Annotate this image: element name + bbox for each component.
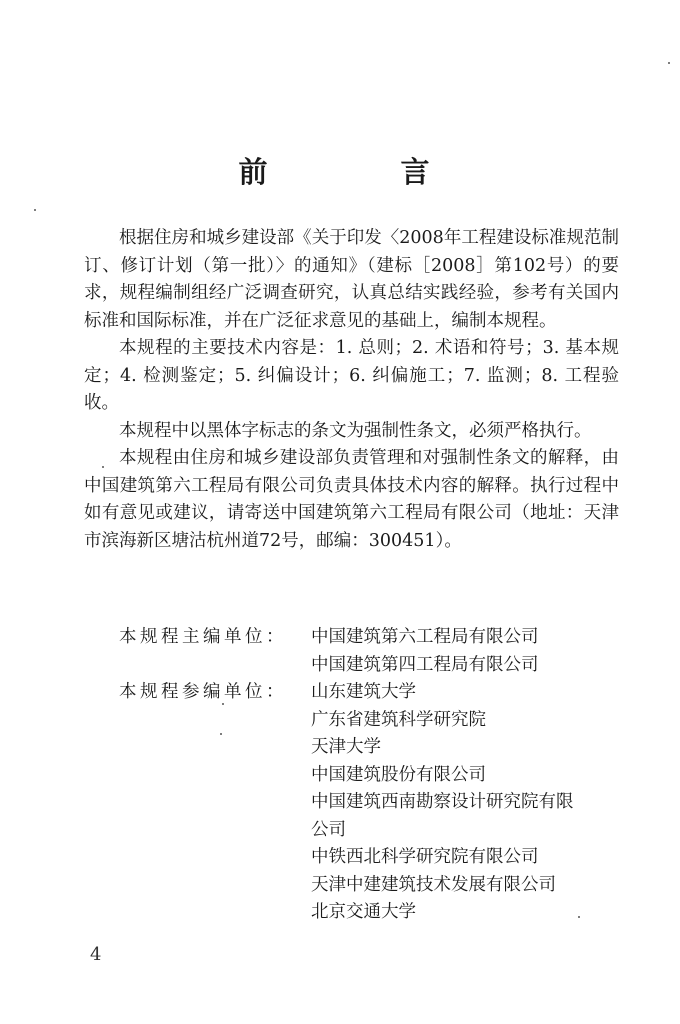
paragraph-basis: 根据住房和城乡建设部《关于印发〈2008年工程建设标准规范制订、修订计划（第一批）〉的通知》（建标［2008］第102号）的要求，规程编制组经广泛调查研究，认真总结实践经验，参考有关国内标准和国际标准，并在广泛征求意见的基础上，编制本规程。 bbox=[84, 228, 619, 331]
list-item: 广东省建筑科学研究院 bbox=[311, 709, 486, 730]
list-item: 中国建筑西南勘察设计研究院有限 bbox=[311, 792, 574, 812]
paragraph-contents: 本规程的主要技术内容是：1. 总则；2. 术语和符号；3. 基本规定；4. 检测鉴定；5. 纠偏设计；6. 纠偏施工；7. 监测；8. 工程验收。 bbox=[84, 338, 619, 413]
page-number: 4 bbox=[90, 944, 102, 965]
list-item: 中国建筑第四工程局有限公司 bbox=[311, 654, 539, 675]
scan-speck bbox=[668, 62, 670, 64]
page-title: 前 言 bbox=[238, 155, 482, 189]
scan-speck bbox=[220, 733, 222, 735]
scan-speck bbox=[222, 703, 224, 705]
paragraph-management: 本规程由住房和城乡建设部负责管理和对强制性条文的解释，由中国建筑第六工程局有限公司负责具体技术内容的解释。执行过程中如有意见或建议，请寄送中国建筑第六工程局有限公司（地址：天津市滨海新区塘沽杭州道72号，邮编：300451）。 bbox=[84, 448, 619, 551]
chief-units-label: 本规程主编单位： bbox=[119, 627, 287, 647]
participating-units bbox=[119, 679, 621, 927]
list-item: 山东建筑大学 bbox=[311, 682, 416, 702]
list-item: 中铁西北科学研究院有限公司 bbox=[311, 847, 539, 867]
participating-units-label: 本规程参编单位： bbox=[119, 682, 287, 702]
chief-units bbox=[119, 624, 621, 679]
editing-units bbox=[119, 624, 621, 927]
list-item: 中国建筑第六工程局有限公司 bbox=[311, 627, 539, 647]
list-item: 北京交通大学 bbox=[311, 902, 416, 922]
list-item: 天津大学 bbox=[311, 737, 381, 757]
scan-speck bbox=[102, 466, 104, 468]
chief-units-list bbox=[311, 624, 621, 679]
paragraph-mandatory: 本规程中以黑体字标志的条文为强制性条文，必须严格执行。 bbox=[119, 420, 592, 441]
list-item: 中国建筑股份有限公司 bbox=[311, 764, 486, 785]
preface-body bbox=[84, 225, 619, 555]
list-item: 天津中建建筑技术发展有限公司 bbox=[311, 874, 556, 895]
participating-units-list bbox=[311, 679, 621, 927]
scan-speck bbox=[34, 209, 36, 211]
list-item: 公司 bbox=[311, 819, 346, 840]
scan-speck bbox=[578, 916, 580, 918]
